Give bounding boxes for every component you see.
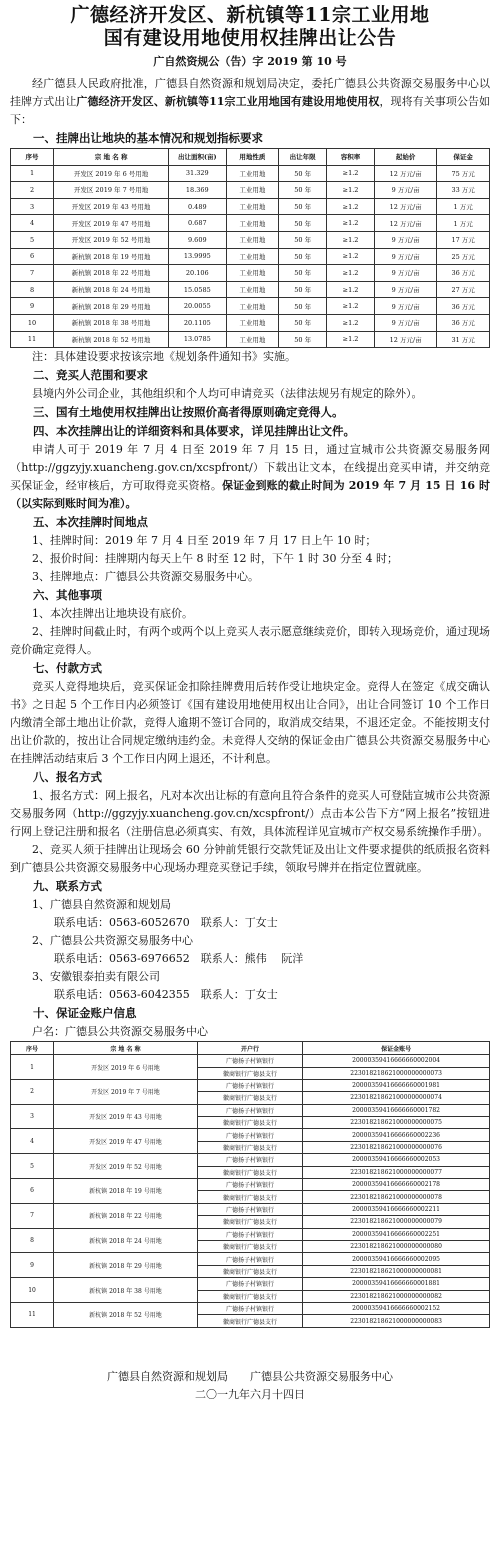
header-cell: 出让面积(亩): [169, 149, 226, 166]
table-cell: 开发区 2019 年 52 号用地: [54, 231, 169, 248]
bank-cell: 广德扬子村镇银行: [197, 1104, 302, 1116]
table-cell: 新杭镇 2018 年 29 号用地: [54, 298, 169, 315]
bank-cell: 广德扬子村镇银行: [197, 1278, 302, 1290]
table-cell: 工业用地: [226, 314, 279, 331]
table-cell: 27 万元: [437, 281, 490, 298]
table-cell: 5: [11, 1154, 54, 1179]
parcel-table: [10, 148, 490, 348]
table-cell: 50 年: [279, 215, 327, 232]
bank-cell: 广德扬子村镇银行: [197, 1129, 302, 1141]
table-row: [11, 182, 490, 199]
table-cell: ≥1.2: [327, 298, 375, 315]
section-6-heading: 六、其他事项: [33, 588, 102, 603]
table-cell: 4: [11, 215, 54, 232]
account-cell: 20000359416666660002211: [303, 1203, 490, 1215]
bank-cell: 徽商银行广德县支行: [197, 1315, 302, 1327]
table-cell: 开发区 2019 年 6 号用地: [54, 1055, 198, 1080]
table-cell: 11: [11, 1302, 54, 1327]
table-row: [11, 231, 490, 248]
table-cell: 1: [11, 165, 54, 182]
table-cell: 工业用地: [226, 265, 279, 282]
bank-cell: 徽商银行广德县支行: [197, 1240, 302, 1252]
parcel-table-body: [11, 165, 490, 348]
table-row: [11, 281, 490, 298]
account-cell: 223018218621000000000077: [303, 1166, 490, 1178]
table-cell: 13.0785: [169, 331, 226, 348]
table-cell: 新杭镇 2018 年 38 号用地: [54, 314, 169, 331]
table-cell: 4: [11, 1129, 54, 1154]
table-cell: 工业用地: [226, 165, 279, 182]
table-cell: 开发区 2019 年 52 号用地: [54, 1154, 198, 1179]
parcel-table-header: [11, 149, 490, 166]
table-cell: 33 万元: [437, 182, 490, 199]
header-cell: 保证金账号: [303, 1042, 490, 1055]
bank-cell: 徽商银行广德县支行: [197, 1141, 302, 1153]
table-cell: 9: [11, 298, 54, 315]
table-cell: 开发区 2019 年 6 号用地: [54, 165, 169, 182]
table-cell: 36 万元: [437, 298, 490, 315]
other-item-1: 1、本次挂牌出让地块设有底价。: [32, 607, 193, 621]
table-cell: ≥1.2: [327, 231, 375, 248]
table-cell: 12 万元/亩: [375, 165, 437, 182]
account-cell: 20000359416666660001782: [303, 1104, 490, 1116]
bank-cell: 徽商银行广德县支行: [197, 1166, 302, 1178]
table-cell: 20.0055: [169, 298, 226, 315]
table-cell: 10: [11, 314, 54, 331]
account-cell: 223018218621000000000074: [303, 1092, 490, 1104]
account-cell: 223018218621000000000079: [303, 1216, 490, 1228]
bank-cell: 广德扬子村镇银行: [197, 1203, 302, 1215]
table-row: [11, 1129, 490, 1141]
table-row: [11, 1104, 490, 1116]
section-10-heading: 十、保证金账户信息: [33, 1006, 137, 1021]
account-cell: 20000359416666660002152: [303, 1302, 490, 1314]
contact-phone-2: 联系电话：0563-6976652 联系人：熊伟 阮洋: [54, 952, 304, 966]
bank-cell: 徽商银行广德县支行: [197, 1290, 302, 1302]
listing-location: 3、挂牌地点：广德县公共资源交易服务中心。: [32, 570, 259, 584]
account-cell: 20000359416666660001981: [303, 1079, 490, 1091]
bank-cell: 徽商银行广德县支行: [197, 1117, 302, 1129]
table-cell: 36 万元: [437, 265, 490, 282]
account-cell: 20000359416666660001881: [303, 1278, 490, 1290]
table-cell: 17 万元: [437, 231, 490, 248]
table-cell: 18.369: [169, 182, 226, 199]
table-cell: ≥1.2: [327, 182, 375, 199]
header-cell: 开户行: [197, 1042, 302, 1055]
table-cell: 5: [11, 231, 54, 248]
table-cell: 31 万元: [437, 331, 490, 348]
contact-phone-1: 联系电话：0563-6052670 联系人：丁女士: [54, 916, 278, 930]
table-cell: 6: [11, 248, 54, 265]
issue-date: 二〇一九年六月十四日: [195, 1387, 305, 1401]
table-cell: 13.9995: [169, 248, 226, 265]
account-name: 户名：广德县公共资源交易服务中心: [32, 1025, 208, 1039]
table-cell: 2: [11, 182, 54, 199]
header-cell: 序号: [11, 1042, 54, 1055]
table-cell: 25 万元: [437, 248, 490, 265]
table-cell: 3: [11, 1104, 54, 1129]
contact-org-3: 3、安徽银泰拍卖有限公司: [32, 970, 160, 984]
table-row: [11, 314, 490, 331]
table-row: [11, 198, 490, 215]
table-cell: 工业用地: [226, 281, 279, 298]
table-cell: 20.1105: [169, 314, 226, 331]
table-cell: 12 万元/亩: [375, 215, 437, 232]
notice-document: [10, 0, 490, 1404]
intro-text-1: 经广德县人民政府批准，广德县自然资源和规划局决定，委托广德县公共资源交易服务中心以挂牌方式出让: [10, 77, 490, 108]
table-cell: 新杭镇 2018 年 24 号用地: [54, 281, 169, 298]
table-cell: 50 年: [279, 231, 327, 248]
title-line-2: 国有建设用地使用权挂牌出让公告: [103, 27, 397, 49]
intro-paragraph: [10, 75, 490, 129]
table-cell: 0.687: [169, 215, 226, 232]
bank-cell: 徽商银行广德县支行: [197, 1216, 302, 1228]
bank-cell: 徽商银行广德县支行: [197, 1265, 302, 1277]
account-cell: 20000359416666660002236: [303, 1129, 490, 1141]
table-cell: 3: [11, 198, 54, 215]
table-cell: ≥1.2: [327, 198, 375, 215]
account-cell: 20000359416666660002251: [303, 1228, 490, 1240]
bank-cell: 徽商银行广德县支行: [197, 1191, 302, 1203]
table-cell: 开发区 2019 年 7 号用地: [54, 182, 169, 199]
account-cell: 223018218621000000000082: [303, 1290, 490, 1302]
table-cell: 工业用地: [226, 298, 279, 315]
header-cell: 宗 地 名 称: [54, 1042, 198, 1055]
table-cell: 50 年: [279, 281, 327, 298]
header-cell: 出让年限: [279, 149, 327, 166]
table-cell: 9 万元/亩: [375, 281, 437, 298]
table-row: [11, 215, 490, 232]
table-cell: 开发区 2019 年 43 号用地: [54, 1104, 198, 1129]
bank-cell: 广德扬子村镇银行: [197, 1253, 302, 1265]
table-cell: 9 万元/亩: [375, 248, 437, 265]
table-row: [11, 1278, 490, 1290]
account-cell: 223018218621000000000083: [303, 1315, 490, 1327]
table-cell: 开发区 2019 年 47 号用地: [54, 1129, 198, 1154]
bank-cell: 广德扬子村镇银行: [197, 1179, 302, 1191]
table-cell: 9 万元/亩: [375, 314, 437, 331]
bank-cell: 广德扬子村镇银行: [197, 1302, 302, 1314]
table-cell: 开发区 2019 年 43 号用地: [54, 198, 169, 215]
table-cell: 开发区 2019 年 7 号用地: [54, 1079, 198, 1104]
account-cell: 223018218621000000000080: [303, 1240, 490, 1252]
account-cell: 223018218621000000000078: [303, 1191, 490, 1203]
account-cell: 20000359416666660002053: [303, 1154, 490, 1166]
table-cell: 31.329: [169, 165, 226, 182]
document-number: 广自然资规公（告）字 2019 第 10 号: [153, 55, 347, 68]
account-cell: 223018218621000000000073: [303, 1067, 490, 1079]
account-cell: 223018218621000000000081: [303, 1265, 490, 1277]
account-cell: 20000359416666660002178: [303, 1179, 490, 1191]
table-row: [11, 165, 490, 182]
table-cell: ≥1.2: [327, 314, 375, 331]
table-cell: 75 万元: [437, 165, 490, 182]
contact-org-1: 1、广德县自然资源和规划局: [32, 898, 171, 912]
table-cell: 50 年: [279, 182, 327, 199]
table-cell: 9 万元/亩: [375, 231, 437, 248]
table-row: [11, 1203, 490, 1215]
table-cell: 2: [11, 1079, 54, 1104]
table-cell: ≥1.2: [327, 331, 375, 348]
table-cell: ≥1.2: [327, 281, 375, 298]
table-cell: 新杭镇 2018 年 22 号用地: [54, 1203, 198, 1228]
table-cell: 新杭镇 2018 年 52 号用地: [54, 331, 169, 348]
table-cell: 9: [11, 1253, 54, 1278]
section-2-heading: 二、竞买人范围和要求: [33, 368, 148, 383]
other-item-2: 2、挂牌时间截止时，有两个或两个以上竞买人表示愿意继续竞价，即转入现场竞价，通过现场竞价确定竞得人。: [10, 625, 490, 657]
table-row: [11, 1302, 490, 1314]
table-cell: 36 万元: [437, 314, 490, 331]
account-cell: 20000359416666660002095: [303, 1253, 490, 1265]
bank-cell: 广德扬子村镇银行: [197, 1079, 302, 1091]
account-cell: 223018218621000000000076: [303, 1141, 490, 1153]
table-cell: 8: [11, 281, 54, 298]
section-1-heading: 一、挂牌出让地块的基本情况和规划指标要求: [33, 131, 263, 145]
table-cell: 工业用地: [226, 231, 279, 248]
section-5-heading: 五、本次挂牌时间地点: [33, 515, 148, 530]
table-row: [11, 265, 490, 282]
table-cell: 9 万元/亩: [375, 265, 437, 282]
bank-cell: 徽商银行广德县支行: [197, 1067, 302, 1079]
bank-cell: 徽商银行广德县支行: [197, 1092, 302, 1104]
table-cell: 工业用地: [226, 215, 279, 232]
table-cell: 7: [11, 1203, 54, 1228]
section-3-heading: 三、国有土地使用权挂牌出让按照价高者得原则确定竞得人。: [33, 405, 344, 420]
section-4-body: 申请人可于 2019 年 7 月 4 日至 2019 年 7 月 15 日，通过宣城市公共资源交易服务网（http://ggzyjy.xuancheng.gov.cn/xcspfront/）下载出让文本，在线提出竞买申请，并交纳竞买保证金，经审核后，方可取得竞买资格。: [10, 443, 490, 493]
table-cell: ≥1.2: [327, 265, 375, 282]
table-row: [11, 248, 490, 265]
bank-cell: 广德扬子村镇银行: [197, 1228, 302, 1240]
bidding-time: 2、报价时间：挂牌期内每天上午 8 时至 12 时，下午 1 时 30 分至 4 时；: [32, 552, 398, 566]
table-cell: 10: [11, 1278, 54, 1303]
table-cell: 0.489: [169, 198, 226, 215]
table-cell: 1 万元: [437, 198, 490, 215]
deposit-account-table: [10, 1041, 490, 1328]
table-cell: 新杭镇 2018 年 22 号用地: [54, 265, 169, 282]
table-cell: 工业用地: [226, 248, 279, 265]
section-4-text: [10, 441, 490, 513]
table-cell: ≥1.2: [327, 165, 375, 182]
table-cell: 工业用地: [226, 331, 279, 348]
section-2-text: 县境内外公司企业，其他组织和个人均可申请竞买（法律法规另有规定的除外）。: [32, 387, 423, 401]
title-line-1: 广德经济开发区、新杭镇等11宗工业用地: [70, 4, 430, 26]
table-cell: 工业用地: [226, 198, 279, 215]
table-cell: 8: [11, 1228, 54, 1253]
account-table-header: [11, 1042, 490, 1055]
table-cell: ≥1.2: [327, 248, 375, 265]
table-cell: 50 年: [279, 314, 327, 331]
table-cell: 新杭镇 2018 年 19 号用地: [54, 1179, 198, 1204]
deposit-deadline: 保证金到账的截止时间为 2019 年 7 月 15 日 16 时（以实际到账时间为准）。: [10, 479, 490, 511]
table-cell: 新杭镇 2018 年 38 号用地: [54, 1278, 198, 1303]
table-cell: 50 年: [279, 331, 327, 348]
table-cell: 12 万元/亩: [375, 198, 437, 215]
table-cell: 50 年: [279, 165, 327, 182]
registration-item-2: 2、竞买人须于挂牌出让现场会 60 分钟前凭银行交款凭证及出让文件要求提供的纸质报名资料到广德县公共资源交易服务中心现场办理竞买登记手续，领取号牌并在指定位置就座。: [10, 843, 490, 875]
account-cell: 223018218621000000000075: [303, 1117, 490, 1129]
table-cell: 1 万元: [437, 215, 490, 232]
table-cell: 工业用地: [226, 182, 279, 199]
table-cell: 6: [11, 1179, 54, 1204]
table-cell: 15.0585: [169, 281, 226, 298]
account-table-body: [11, 1055, 490, 1328]
contact-phone-3: 联系电话：0563-6042355 联系人：丁女士: [54, 988, 278, 1002]
contact-org-2: 2、广德县公共资源交易服务中心: [32, 934, 193, 948]
table-cell: 9.609: [169, 231, 226, 248]
header-cell: 容积率: [327, 149, 375, 166]
section-7-heading: 七、付款方式: [33, 661, 102, 676]
table-cell: 20.106: [169, 265, 226, 282]
intro-text-bold: 广德经济开发区、新杭镇等11宗工业用地国有建设用地使用权: [76, 95, 380, 108]
header-cell: 序号: [11, 149, 54, 166]
table-row: [11, 331, 490, 348]
registration-item-1: 1、报名方式：网上报名，凡对本次出让标的有意向且符合条件的竞买人可登陆宣城市公共资源交易服务网（http://ggzyjy.xuancheng.gov.cn/xcspfront/）点击本公告下方“网上报名”按钮进行网上登记注册和报名（注册信息必须真实、有效，具体流程详见宣城市产权交易系统操作手册）。: [10, 789, 490, 839]
header-cell: 宗 地 名 称: [54, 149, 169, 166]
table-cell: ≥1.2: [327, 215, 375, 232]
table-cell: 50 年: [279, 198, 327, 215]
bank-cell: 广德扬子村镇银行: [197, 1055, 302, 1067]
table-cell: 9 万元/亩: [375, 298, 437, 315]
table-row: [11, 1154, 490, 1166]
table-cell: 新杭镇 2018 年 19 号用地: [54, 248, 169, 265]
table-cell: 12 万元/亩: [375, 331, 437, 348]
table-row: [11, 298, 490, 315]
section-9-heading: 九、联系方式: [33, 879, 102, 894]
issuing-organizations: 广德县自然资源和规划局 广德县公共资源交易服务中心: [107, 1369, 393, 1383]
listing-time: 1、挂牌时间：2019 年 7 月 4 日至 2019 年 7 月 17 日上午 10 时；: [32, 534, 377, 548]
header-cell: 起始价: [375, 149, 437, 166]
table-cell: 1: [11, 1055, 54, 1080]
table-row: [11, 1253, 490, 1265]
planning-note: 注：具体建设要求按该宗地《规划条件通知书》实施。: [32, 350, 296, 364]
table-cell: 9 万元/亩: [375, 182, 437, 199]
header-cell: 保证金: [437, 149, 490, 166]
table-row: [11, 1179, 490, 1191]
table-row: [11, 1079, 490, 1091]
bank-cell: 广德扬子村镇银行: [197, 1154, 302, 1166]
table-cell: 7: [11, 265, 54, 282]
intro-text-3: ，现将有关事项公告如下：: [10, 95, 491, 126]
table-row: [11, 1228, 490, 1240]
table-cell: 新杭镇 2018 年 52 号用地: [54, 1302, 198, 1327]
table-row: [11, 1055, 490, 1067]
table-cell: 50 年: [279, 265, 327, 282]
table-cell: 开发区 2019 年 47 号用地: [54, 215, 169, 232]
table-cell: 新杭镇 2018 年 24 号用地: [54, 1228, 198, 1253]
header-cell: 用地性质: [226, 149, 279, 166]
table-cell: 50 年: [279, 248, 327, 265]
table-cell: 11: [11, 331, 54, 348]
table-cell: 新杭镇 2018 年 29 号用地: [54, 1253, 198, 1278]
table-cell: 50 年: [279, 298, 327, 315]
section-4-heading: 四、本次挂牌出让的详细资料和具体要求，详见挂牌出让文件。: [33, 424, 355, 439]
account-cell: 20000359416666660002004: [303, 1055, 490, 1067]
payment-text: 竞买人竞得地块后，竞买保证金扣除挂牌费用后转作受让地块定金。竞得人在签定《成交确认书》之日起 5 个工作日内必须签订《国有建设用地使用权出让合同》，出让合同签订 10 个工作日内缴清全部土地出让价款，竞得人逾期不签订合同的，取消成交结果，不退还定金。不能按期支付出让价款的，按出让合同规定缴纳违约金。未竞得人交纳的保证金由广德县公共资源交易服务中心在挂牌活动结束后 3 个工作日内网上退还，不计利息。: [10, 680, 490, 766]
section-8-heading: 八、报名方式: [33, 770, 102, 785]
spacer: [10, 1328, 490, 1368]
